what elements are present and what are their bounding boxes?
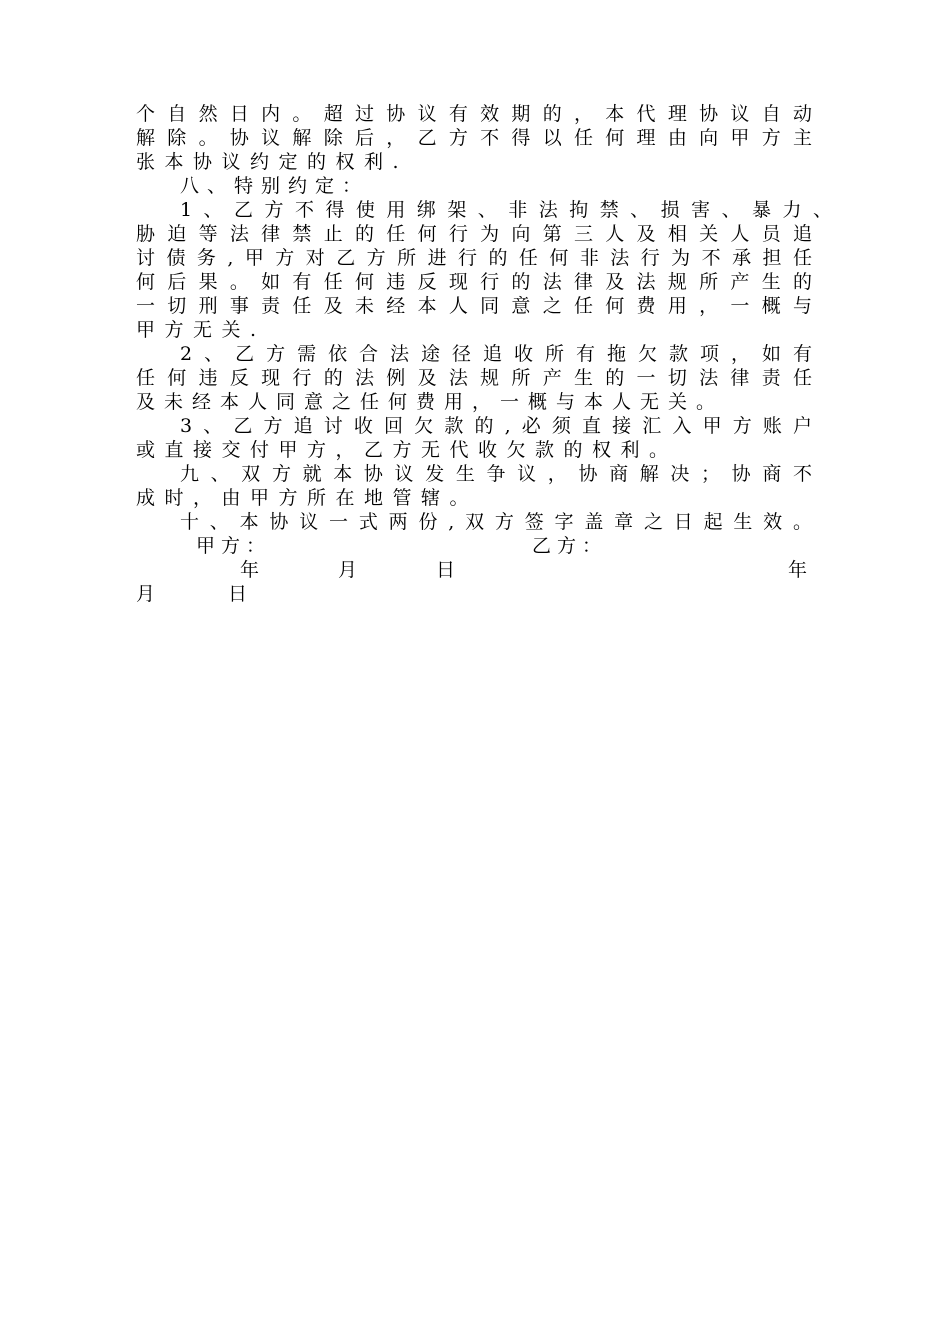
clause-8-1-line-4: 何后果。如有任何违反现行的法律及法规所产生的 <box>136 271 812 293</box>
text-line-1: 个自然日内。超过协议有效期的，本代理协议自动 <box>136 103 812 125</box>
party-a-year-label: 年 <box>240 559 266 581</box>
clause-8-3-line-2: 或直接交付甲方，乙方无代收欠款的权利。 <box>136 439 678 461</box>
clause-8-3-line-1: 3、乙方追讨收回欠款的,必须直接汇入甲方账户 <box>180 415 812 437</box>
party-b-label: 乙方： <box>532 535 608 557</box>
clause-8-2-line-3: 及未经本人同意之任何费用，一概与本人无关。 <box>136 391 725 413</box>
clause-8-1-line-5: 一切刑事责任及未经本人同意之任何费用，一概与 <box>136 295 812 317</box>
clause-8-1-line-3: 讨债务,甲方对乙方所进行的任何非法行为不承担任 <box>136 247 812 269</box>
text-line-2: 解除。协议解除后，乙方不得以任何理由向甲方主 <box>136 127 812 149</box>
clause-8-1-line-1: 1、乙方不得使用绑架、非法拘禁、损害、暴力、 <box>180 199 832 221</box>
party-b-day-label: 日 <box>228 583 254 605</box>
section-9-line-1: 九、双方就本协议发生争议，协商解决；协商不 <box>180 463 812 485</box>
section-8-heading: 八、特别约定： <box>180 175 370 197</box>
party-a-month-label: 月 <box>338 559 364 581</box>
text-line-3: 张本协议约定的权利. <box>136 151 409 173</box>
clause-8-1-line-2: 胁迫等法律禁止的任何行为向第三人及相关人员追 <box>136 223 812 245</box>
party-b-year-label: 年 <box>788 559 814 581</box>
party-b-month-label: 月 <box>136 583 162 605</box>
clause-8-2-line-1: 2、乙方需依合法途径追收所有拖欠款项，如有 <box>180 343 812 365</box>
section-9-line-2: 成时，由甲方所在地管辖。 <box>136 487 479 509</box>
clause-8-2-line-2: 任何违反现行的法例及法规所产生的一切法律责任 <box>136 367 812 389</box>
clause-8-1-line-6: 甲方无关. <box>136 319 266 341</box>
party-a-label: 甲方： <box>196 535 272 557</box>
party-a-day-label: 日 <box>436 559 462 581</box>
section-10-line: 十、本协议一式两份,双方签字盖章之日起生效。 <box>180 511 812 533</box>
